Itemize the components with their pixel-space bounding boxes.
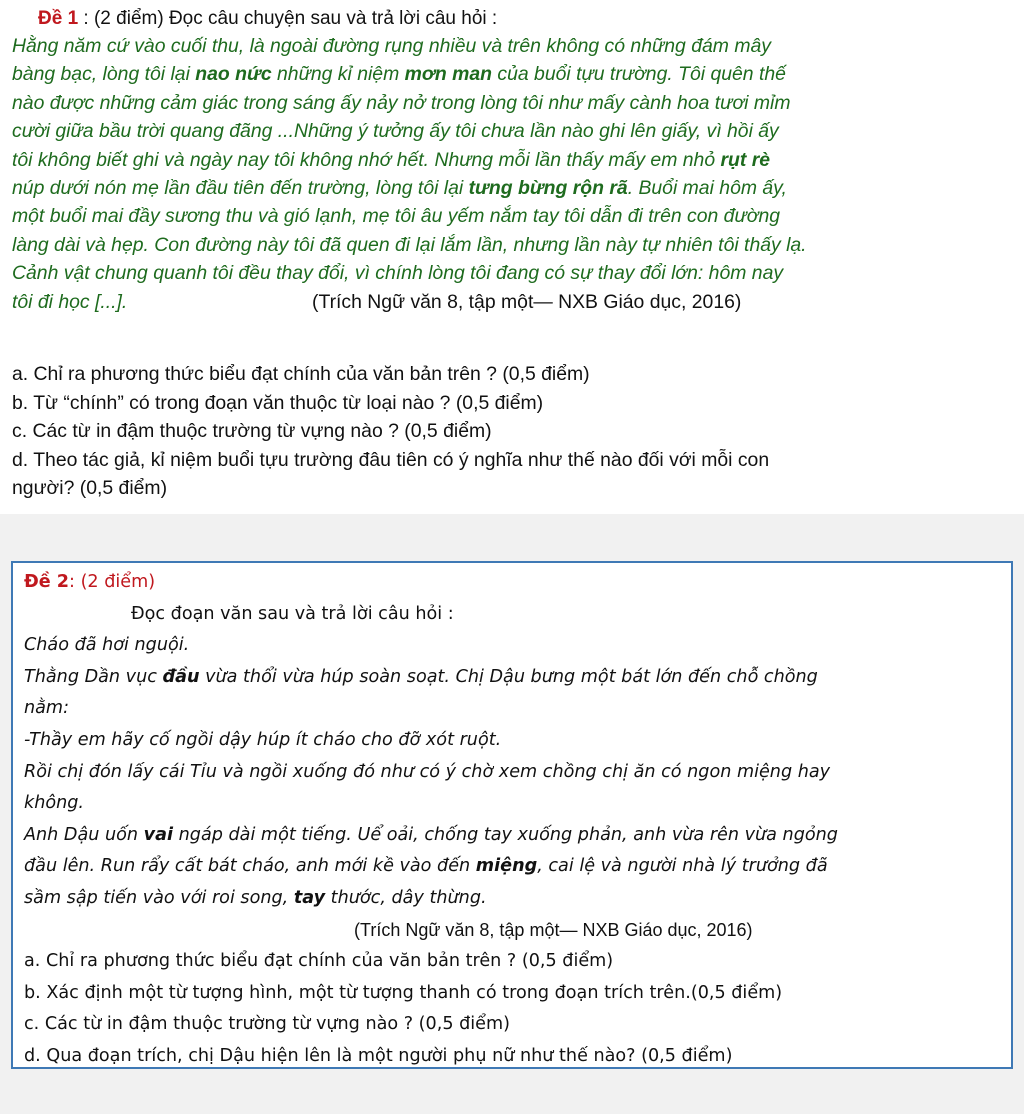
story-line: một buổi mai đầy sương thu và gió lạnh, mẹ tôi âu yếm nắm tay tôi dẫn đi trên con đường: [12, 205, 781, 228]
story-line: Cảnh vật chung quanh tôi đều thay đổi, vì chính lòng tôi đang có sự thay đổi lớn: hôm nay: [12, 262, 784, 285]
question-d-continued: người? (0,5 điểm): [12, 477, 168, 500]
passage-text: sầm sập tiến vào với roi song,: [24, 887, 294, 908]
bold-word: đầu: [162, 666, 200, 687]
story-text: những kỉ niệm: [271, 63, 405, 86]
passage-line: [24, 820, 1004, 852]
passage-line: -Thầy em hãy cố ngồi dậy húp ít cháo cho đỡ xót ruột.: [24, 729, 502, 750]
story-source: (Trích Ngữ văn 8, tập một— NXB Giáo dục, 2016): [312, 290, 742, 313]
bold-word: rụt rè: [720, 148, 771, 171]
story-text: bàng bạc, lòng tôi lại: [12, 63, 196, 86]
story-line: cười giữa bầu trời quang đãng ...Những ý tưởng ấy tôi chưa lần nào ghi lên giấy, vì hồi ấy: [12, 120, 779, 143]
exercise-2-title: [24, 567, 1004, 599]
passage-line: [24, 662, 1004, 694]
passage-line: Rồi chị đón lấy cái Tỉu và ngồi xuống đó như có ý chờ xem chồng chị ăn có ngon miệng hay: [24, 761, 831, 782]
exercise-2: [24, 567, 1004, 1073]
story-text: tôi không biết ghi và ngày nay tôi không nhớ hết. Nhưng mỗi lần thấy mấy em nhỏ: [12, 148, 721, 171]
exercise-1-questions: [12, 360, 1018, 503]
story-line: làng dài và hẹp. Con đường này tôi đã quen đi lại lắm lần, nhưng lần này tự nhiên tôi thấy lạ.: [12, 233, 807, 256]
bold-word: vai: [143, 824, 174, 845]
exercise-1-label: Đề 1: [38, 8, 79, 29]
section-divider: [0, 514, 1024, 544]
story-text: . Buổi mai hôm ấy,: [627, 177, 787, 200]
passage-line: [24, 851, 1004, 883]
exercise-2-label: Đề 2: [24, 572, 70, 592]
passage-text: thước, dây thừng.: [325, 887, 487, 908]
exercise-2-box: [11, 561, 1013, 1069]
question-b: b. Xác định một từ tượng hình, một từ tượng thanh có trong đoạn trích trên.(0,5 điểm): [24, 982, 783, 1003]
exercise-1-title: [38, 6, 497, 32]
bold-word: miệng: [475, 856, 538, 877]
passage-line: [24, 883, 1004, 915]
story-line: [12, 60, 1018, 88]
passage-source: (Trích Ngữ văn 8, tập một— NXB Giáo dục, 2016): [354, 919, 753, 940]
question-d: d. Qua đoạn trích, chị Dậu hiện lên là một người phụ nữ như thế nào? (0,5 điểm): [24, 1045, 733, 1066]
passage-text: đầu lên. Run rẩy cất bát cháo, anh mới kề vào đến: [24, 856, 476, 877]
passage-line: nằm:: [24, 698, 69, 719]
exercise-2-instruction: Đọc đoạn văn sau và trả lời câu hỏi :: [131, 603, 454, 624]
bold-word: mơn man: [404, 63, 492, 86]
passage-line: Cháo đã hơi nguội.: [24, 635, 190, 656]
exercise-1-story: [12, 32, 1018, 316]
question-b: b. Từ “chính” có trong đoạn văn thuộc từ loại nào ? (0,5 điểm): [12, 391, 544, 414]
question-a: a. Chỉ ra phương thức biểu đạt chính của văn bản trên ? (0,5 điểm): [24, 951, 614, 972]
story-line: [12, 288, 1018, 316]
question-a: a. Chỉ ra phương thức biểu đạt chính của văn bản trên ? (0,5 điểm): [12, 363, 590, 385]
exercise-2-title-text: : (2 điểm): [69, 572, 156, 592]
story-line: nào được những cảm giác trong sáng ấy nảy nở trong lòng tôi như mấy cành hoa tươi mỉm: [12, 91, 791, 114]
passage-text: Thằng Dần vục: [24, 666, 163, 687]
story-text: tôi đi học [...].: [12, 290, 128, 313]
bold-word: tưng bừng rộn rã: [468, 177, 628, 200]
passage-line: không.: [24, 793, 85, 814]
bold-word: nao nức: [195, 63, 272, 86]
passage-text: vừa thổi vừa húp soàn soạt. Chị Dậu bưng một bát lớn đến chỗ chồng: [199, 666, 818, 687]
passage-text: ngáp dài một tiếng. Uể oải, chống tay xuống phản, anh vừa rên vừa ngỏng: [173, 824, 838, 845]
story-line: Hằng năm cứ vào cuối thu, là ngoài đường rụng nhiều và trên không có những đám mây: [12, 35, 771, 57]
exercise-1: [0, 0, 1024, 514]
story-line: [12, 146, 1018, 174]
passage-text: , cai lệ và người nhà lý trưởng đã: [537, 856, 828, 877]
story-text: núp dưới nón mẹ lần đầu tiên đến trường, lòng tôi lại: [12, 177, 469, 200]
question-c: c. Các từ in đậm thuộc trường từ vựng nào ? (0,5 điểm): [12, 420, 492, 443]
story-line: [12, 174, 1018, 202]
bold-word: tay: [293, 887, 326, 908]
passage-text: Anh Dậu uốn: [24, 824, 144, 845]
story-text: của buổi tựu trường. Tôi quên thế: [492, 63, 786, 86]
exercise-1-title-text: : (2 điểm) Đọc câu chuyện sau và trả lời câu hỏi :: [78, 8, 498, 29]
question-c: c. Các từ in đậm thuộc trường từ vựng nào ? (0,5 điểm): [24, 1014, 510, 1035]
question-d: d. Theo tác giả, kỉ niệm buổi tựu trường đâu tiên có ý nghĩa như thế nào đối với mỗi con: [12, 448, 770, 471]
